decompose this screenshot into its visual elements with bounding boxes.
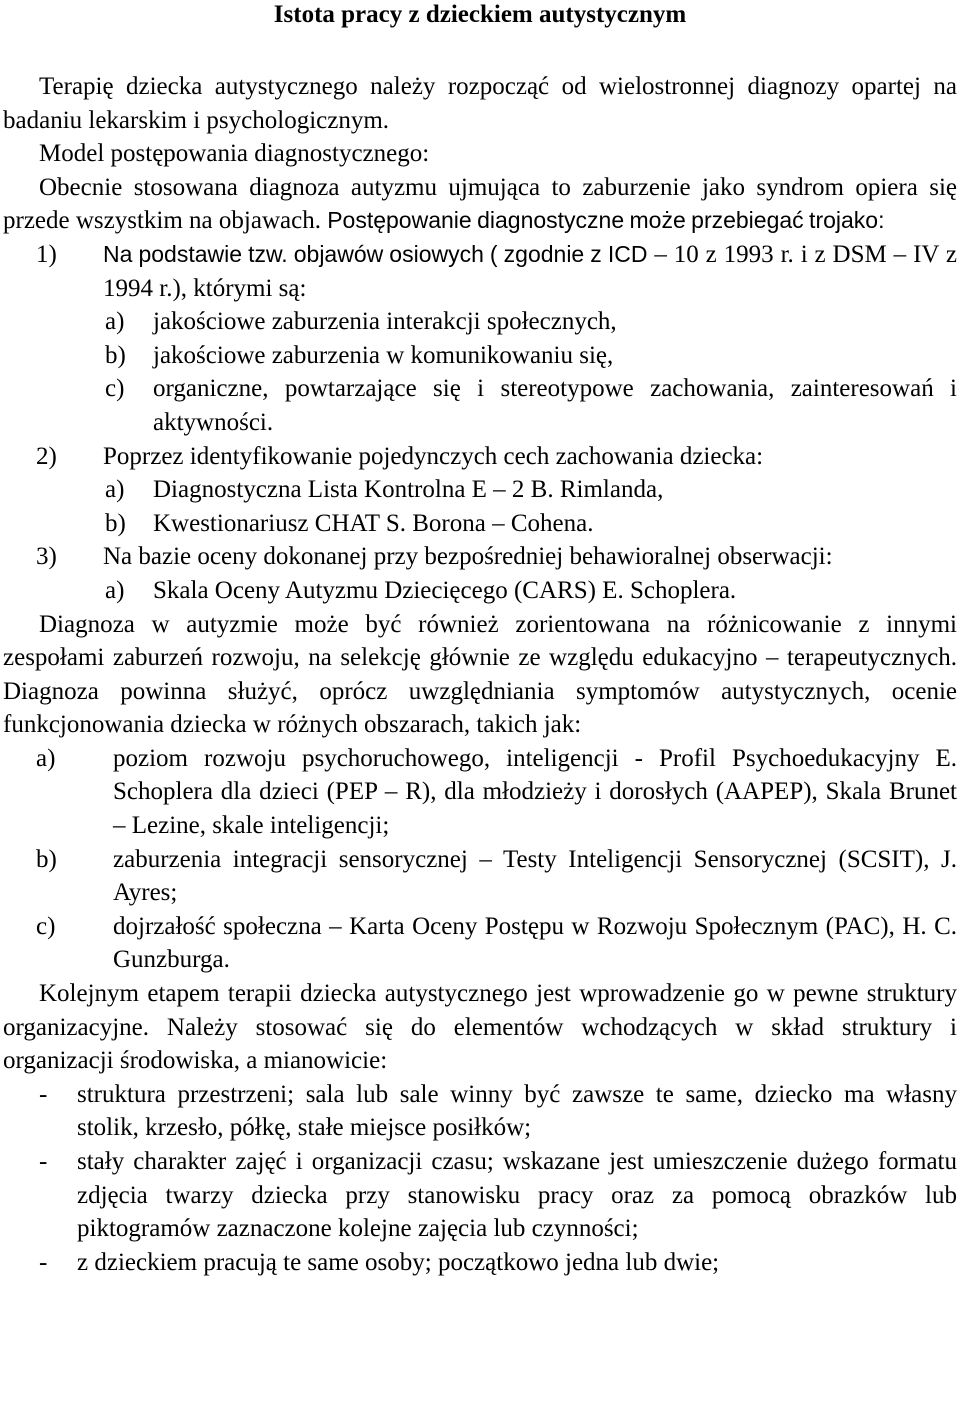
diagnostic-step: [3, 440, 957, 541]
assessment-area-item: [3, 742, 957, 843]
step-text-sans: Na podstawie tzw. objawów osiowych ( zgodnie z ICD: [103, 240, 648, 267]
step-sublist: [103, 574, 957, 608]
step-text-serif: – 10 z 1993 r. i z DSM – IV z 1994 r.), którymi są:: [103, 240, 958, 302]
assessment-marker: b): [36, 845, 57, 873]
step-marker: 1): [36, 240, 57, 268]
model-heading: Model postępowania diagnostycznego:: [39, 140, 430, 168]
structure-paragraph: Kolejnym etapem terapii dziecka autystycznego jest wprowadzenie go w pewne struktury organizacyjne. Należy stosować się do elementów wchodzących w skład struktury i organizacji środowiska, a mianowicie:: [3, 980, 957, 1075]
dash-marker: -: [39, 1248, 48, 1276]
subitem-text: Kwestionariusz CHAT S. Borona – Cohena.: [153, 509, 594, 537]
subitem-text: Diagnostyczna Lista Kontrolna E – 2 B. Rimlanda,: [153, 476, 664, 504]
assessment-text: poziom rozwoju psychoruchowego, inteligencji - Profil Psychoedukacyjny E. Schoplera dla dzieci (PEP – R), dla młodzieży i dorosłych (AAPEP), Skala Brunet – Lezine, skale inteligencji;: [113, 744, 957, 840]
diagnostic-step: [3, 238, 957, 440]
assessment-marker: a): [36, 744, 56, 772]
subitem-marker: c): [105, 375, 125, 403]
step-subitem: [103, 574, 957, 608]
assessment-text: dojrzałość społeczna – Karta Oceny Postępu w Rozwoju Społecznym (PAC), H. C. Gunzburga.: [113, 912, 957, 974]
structure-element-text: struktura przestrzeni; sala lub sale winny być zawsze te same, dziecko ma własny stolik, krzesło, półkę, stałe miejsce posiłków;: [77, 1080, 957, 1142]
step-subitem: [103, 507, 957, 541]
document-title: Istota pracy z dzieckiem autystycznym: [273, 1, 687, 28]
subitem-text: jakościowe zaburzenia w komunikowaniu się,: [153, 341, 614, 369]
subitem-marker: b): [105, 341, 126, 369]
subitem-marker: a): [105, 476, 125, 504]
subitem-marker: a): [105, 576, 125, 604]
structure-element-item: [3, 1078, 957, 1145]
differential-diagnosis-paragraph: Diagnoza w autyzmie może być również zorientowana na różnicowanie z innymi zespołami zaburzeń rozwoju, na selekcję głównie ze względu edukacyjno – terapeutycznych. Diagnoza powinna służyć, oprócz uwzględniania symptomów autystycznych, ocenie funkcjonowania dziecka w różnych obszarach, takich jak:: [3, 610, 957, 739]
step-marker: 2): [36, 442, 57, 470]
structure-elements-list: [3, 1078, 957, 1280]
diagnostic-step: [3, 540, 957, 607]
approach-text-sans: Postępowanie diagnostyczne może przebiegać trojako:: [327, 207, 885, 234]
step-text: Poprzez identyfikowanie pojedynczych cech zachowania dziecka:: [103, 442, 764, 470]
assessment-areas-list: [3, 742, 957, 977]
step-subitem: [103, 305, 957, 339]
subitem-marker: b): [105, 509, 126, 537]
assessment-marker: c): [36, 912, 56, 940]
step-marker: 3): [36, 543, 57, 571]
structure-element-text: stały charakter zajęć i organizacji czasu; wskazane jest umieszczenie dużego formatu zdjęcia twarzy dziecka przy stanowisku pracy oraz za pomocą obrazków lub piktogramów zaznaczone kolejne zajęcia lub czynności;: [77, 1148, 957, 1243]
subitem-text: Skala Oceny Autyzmu Dziecięcego (CARS) E. Schoplera.: [153, 576, 737, 604]
structure-element-item: [3, 1145, 957, 1246]
step-sublist: [103, 473, 957, 540]
dash-marker: -: [39, 1148, 48, 1175]
step-text: Na bazie oceny dokonanej przy bezpośredniej behawioralnej obserwacji:: [103, 543, 833, 571]
intro-paragraph: Terapię dziecka autystycznego należy rozpocząć od wielostronnej diagnozy opartej na badaniu lekarskim i psychologicznym.: [3, 73, 957, 134]
subitem-text: jakościowe zaburzenia interakcji społecznych,: [153, 308, 617, 336]
step-subitem: [103, 473, 957, 507]
assessment-area-item: [3, 910, 957, 977]
step-sublist: [103, 305, 957, 439]
step-subitem: [103, 339, 957, 373]
step-subitem: [103, 372, 957, 439]
assessment-area-item: [3, 843, 957, 910]
structure-element-text: z dzieckiem pracują te same osoby; początkowo jedna lub dwie;: [77, 1248, 720, 1276]
diagnostic-steps-list: [3, 238, 957, 608]
approach-text-serif: Obecnie stosowana diagnoza autyzmu ujmująca to zaburzenie jako syndrom opiera się przede wszystkim na objawach.: [3, 173, 957, 235]
structure-element-item: [3, 1246, 957, 1280]
subitem-marker: a): [105, 308, 125, 336]
assessment-text: zaburzenia integracji sensorycznej – Testy Inteligencji Sensorycznej (SCSIT), J. Ayres;: [113, 845, 957, 907]
dash-marker: -: [39, 1080, 48, 1108]
diagnosis-approach-paragraph: [3, 171, 957, 238]
subitem-text: organiczne, powtarzające się i stereotypowe zachowania, zainteresowań i aktywności.: [153, 375, 957, 436]
